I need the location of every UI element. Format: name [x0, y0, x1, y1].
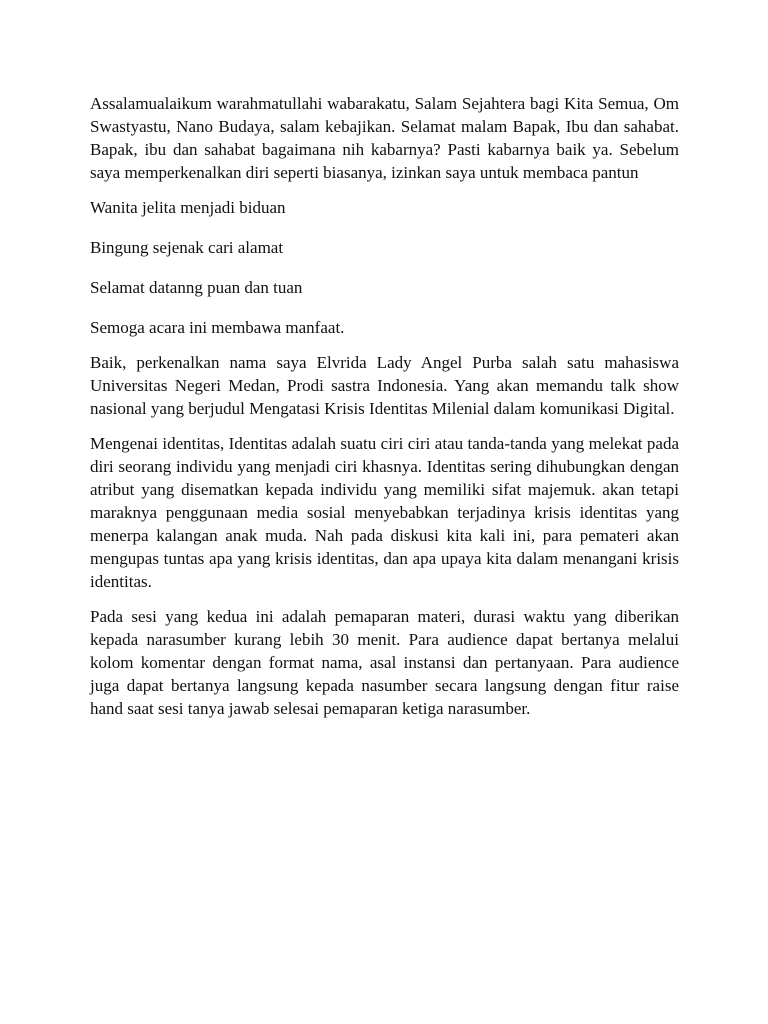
paragraph-session: Pada sesi yang kedua ini adalah pemaparan materi, durasi waktu yang diberikan kepada narasumber kurang lebih 30 menit. Para audience dapat bertanya melalui kolom komentar dengan format nama, asal instansi dan pertanyaan. Para audience juga dapat bertanya langsung kepada nasumber secara langsung dengan fitur raise hand saat sesi tanya jawab selesai pemaparan ketiga narasumber. — [90, 607, 679, 718]
pantun-line-2: Bingung sejenak cari alamat — [90, 238, 284, 257]
document-content — [90, 92, 679, 732]
paragraph-identity: Mengenai identitas, Identitas adalah suatu ciri ciri atau tanda-tanda yang melekat pada diri seorang individu yang menjadi ciri khasnya. Identitas sering dihubungkan dengan atribut yang disematkan kepada individu yang memiliki sifat majemuk. akan tetapi maraknya penggunaan media sosial menyebabkan terjadinya krisis identitas yang menerpa kalangan anak muda. Nah pada diskusi kita kali ini, para pemateri akan mengupas tuntas apa yang krisis identitas, dan apa upaya kita dalam menangani krisis identitas. — [90, 434, 679, 591]
pantun-line-1: Wanita jelita menjadi biduan — [90, 198, 286, 217]
paragraph-greeting: Assalamualaikum warahmatullahi wabarakatu, Salam Sejahtera bagi Kita Semua, Om Swastyastu, Nano Budaya, salam kebajikan. Selamat malam Bapak, Ibu dan sahabat. Bapak, ibu dan sahabat bagaimana nih kabarnya? Pasti kabarnya baik ya. Sebelum saya memperkenalkan diri seperti biasanya, izinkan saya untuk membaca pantun — [90, 94, 679, 182]
paragraph-introduction: Baik, perkenalkan nama saya Elvrida Lady Angel Purba salah satu mahasiswa Universitas Negeri Medan, Prodi sastra Indonesia. Yang akan memandu talk show nasional yang berjudul Mengatasi Krisis Identitas Milenial dalam komunikasi Digital. — [90, 353, 679, 418]
pantun-line-3: Selamat datanng puan dan tuan — [90, 278, 303, 297]
pantun-line-4: Semoga acara ini membawa manfaat. — [90, 318, 345, 337]
